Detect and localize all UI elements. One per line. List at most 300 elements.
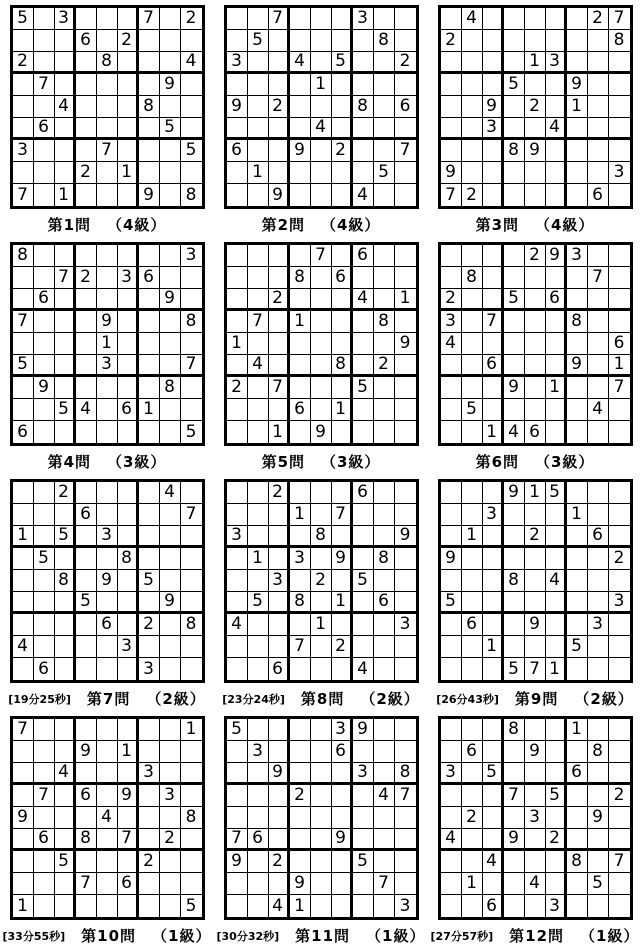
sudoku-cell: 6 bbox=[34, 289, 55, 311]
sudoku-cell bbox=[139, 140, 160, 162]
sudoku-cell bbox=[567, 30, 588, 52]
sudoku-cell: 6 bbox=[248, 829, 269, 851]
sudoku-cell bbox=[248, 245, 269, 267]
sudoku-cell bbox=[160, 267, 181, 289]
sudoku-cell bbox=[353, 74, 374, 96]
sudoku-cell bbox=[395, 658, 416, 680]
sudoku-cell bbox=[34, 333, 55, 355]
sudoku-cell bbox=[290, 421, 311, 443]
sudoku-cell bbox=[139, 785, 160, 807]
sudoku-cell bbox=[13, 763, 34, 785]
sudoku-cell bbox=[97, 118, 118, 140]
sudoku-cell bbox=[248, 184, 269, 206]
sudoku-cell bbox=[609, 829, 630, 851]
puzzle-title: 第8問 bbox=[300, 690, 345, 708]
sudoku-cell: 2 bbox=[76, 267, 97, 289]
sudoku-puzzle bbox=[428, 474, 642, 711]
sudoku-cell bbox=[332, 30, 353, 52]
sudoku-cell: 5 bbox=[441, 592, 462, 614]
sudoku-cell bbox=[97, 895, 118, 917]
sudoku-cell bbox=[118, 526, 139, 548]
sudoku-cell: 2 bbox=[546, 829, 567, 851]
sudoku-cell bbox=[588, 52, 609, 74]
sudoku-cell: 8 bbox=[55, 570, 76, 592]
sudoku-cell bbox=[441, 504, 462, 526]
sudoku-cell bbox=[269, 636, 290, 658]
sudoku-cell bbox=[525, 851, 546, 873]
sudoku-cell bbox=[374, 8, 395, 30]
sudoku-cell bbox=[462, 719, 483, 741]
sudoku-cell bbox=[55, 807, 76, 829]
sudoku-cell: 3 bbox=[118, 267, 139, 289]
sudoku-cell bbox=[139, 355, 160, 377]
sudoku-cell: 4 bbox=[248, 355, 269, 377]
sudoku-cell bbox=[160, 162, 181, 184]
sudoku-cell: 9 bbox=[525, 741, 546, 763]
sudoku-cell: 8 bbox=[13, 245, 34, 267]
sudoku-cell: 3 bbox=[609, 592, 630, 614]
sudoku-cell bbox=[483, 399, 504, 421]
sudoku-cell bbox=[34, 741, 55, 763]
sudoku-cell bbox=[567, 785, 588, 807]
sudoku-cell bbox=[441, 614, 462, 636]
sudoku-cell: 1 bbox=[97, 333, 118, 355]
sudoku-cell: 6 bbox=[269, 658, 290, 680]
sudoku-cell bbox=[248, 526, 269, 548]
sudoku-cell: 7 bbox=[181, 355, 202, 377]
sudoku-cell bbox=[248, 8, 269, 30]
sudoku-cell bbox=[441, 74, 462, 96]
sudoku-cell bbox=[462, 30, 483, 52]
sudoku-cell bbox=[395, 118, 416, 140]
sudoku-cell bbox=[588, 96, 609, 118]
solve-time: [27分57秒] bbox=[430, 929, 494, 943]
sudoku-cell: 3 bbox=[227, 526, 248, 548]
sudoku-cell: 2 bbox=[269, 482, 290, 504]
sudoku-cell bbox=[546, 8, 567, 30]
sudoku-cell bbox=[525, 763, 546, 785]
sudoku-cell bbox=[483, 377, 504, 399]
sudoku-cell bbox=[311, 140, 332, 162]
sudoku-cell bbox=[269, 592, 290, 614]
sudoku-cell bbox=[567, 482, 588, 504]
sudoku-cell: 8 bbox=[290, 267, 311, 289]
sudoku-cell bbox=[118, 96, 139, 118]
sudoku-cell bbox=[567, 548, 588, 570]
sudoku-cell: 8 bbox=[567, 311, 588, 333]
sudoku-cell: 9 bbox=[139, 184, 160, 206]
sudoku-cell: 9 bbox=[504, 829, 525, 851]
sudoku-cell bbox=[248, 74, 269, 96]
sudoku-cell bbox=[13, 592, 34, 614]
sudoku-cell bbox=[160, 548, 181, 570]
sudoku-cell bbox=[290, 30, 311, 52]
sudoku-cell bbox=[55, 30, 76, 52]
sudoku-cell: 1 bbox=[546, 658, 567, 680]
sudoku-cell: 9 bbox=[332, 548, 353, 570]
sudoku-cell: 9 bbox=[227, 96, 248, 118]
sudoku-cell: 9 bbox=[34, 377, 55, 399]
puzzle-level: （3級） bbox=[321, 453, 381, 471]
sudoku-cell bbox=[97, 829, 118, 851]
sudoku-cell: 1 bbox=[462, 526, 483, 548]
puzzle-level: （2級） bbox=[360, 690, 420, 708]
sudoku-cell bbox=[290, 526, 311, 548]
sudoku-cell bbox=[588, 592, 609, 614]
sudoku-cell bbox=[227, 895, 248, 917]
puzzle-title: 第9問 bbox=[514, 690, 559, 708]
sudoku-cell bbox=[97, 658, 118, 680]
sudoku-cell: 1 bbox=[567, 504, 588, 526]
sudoku-grid bbox=[438, 5, 633, 209]
puzzle-level: （3級） bbox=[535, 453, 595, 471]
sudoku-cell: 3 bbox=[567, 245, 588, 267]
sudoku-cell bbox=[290, 658, 311, 680]
sudoku-cell bbox=[227, 289, 248, 311]
sudoku-cell: 7 bbox=[332, 504, 353, 526]
sudoku-cell: 3 bbox=[227, 52, 248, 74]
sudoku-cell bbox=[525, 829, 546, 851]
sudoku-cell bbox=[609, 267, 630, 289]
sudoku-cell bbox=[588, 162, 609, 184]
sudoku-cell bbox=[462, 636, 483, 658]
sudoku-cell: 2 bbox=[609, 785, 630, 807]
sudoku-cell bbox=[181, 74, 202, 96]
sudoku-cell bbox=[248, 785, 269, 807]
sudoku-cell: 1 bbox=[311, 614, 332, 636]
sudoku-cell: 1 bbox=[609, 355, 630, 377]
sudoku-cell: 2 bbox=[139, 851, 160, 873]
sudoku-cell bbox=[332, 96, 353, 118]
sudoku-cell bbox=[609, 184, 630, 206]
sudoku-cell bbox=[118, 807, 139, 829]
sudoku-cell bbox=[525, 289, 546, 311]
sudoku-cell: 6 bbox=[483, 895, 504, 917]
sudoku-cell bbox=[269, 719, 290, 741]
sudoku-cell bbox=[227, 807, 248, 829]
sudoku-cell bbox=[567, 289, 588, 311]
sudoku-cell bbox=[13, 658, 34, 680]
sudoku-cell: 5 bbox=[185, 421, 197, 442]
sudoku-cell: 9 bbox=[441, 548, 462, 570]
sudoku-cell bbox=[609, 482, 630, 504]
sudoku-grid bbox=[224, 479, 419, 683]
sudoku-cell bbox=[609, 421, 630, 443]
sudoku-cell: 1 bbox=[290, 895, 311, 917]
sudoku-cell bbox=[97, 96, 118, 118]
sudoku-cell bbox=[504, 52, 525, 74]
sudoku-cell bbox=[160, 8, 181, 30]
sudoku-cell bbox=[588, 482, 609, 504]
sudoku-cell bbox=[269, 504, 290, 526]
sudoku-cell bbox=[588, 570, 609, 592]
sudoku-cell bbox=[567, 118, 588, 140]
sudoku-cell: 4 bbox=[374, 785, 395, 807]
sudoku-cell bbox=[34, 162, 55, 184]
sudoku-cell: 7 bbox=[588, 267, 609, 289]
sudoku-cell bbox=[588, 74, 609, 96]
sudoku-cell bbox=[374, 52, 395, 74]
sudoku-cell bbox=[248, 570, 269, 592]
sudoku-cell: 2 bbox=[525, 526, 546, 548]
sudoku-cell bbox=[332, 570, 353, 592]
sudoku-cell: 4 bbox=[483, 851, 504, 873]
sudoku-cell bbox=[97, 785, 118, 807]
sudoku-puzzle bbox=[0, 711, 214, 948]
sudoku-cell: 7 bbox=[248, 311, 269, 333]
sudoku-cell bbox=[546, 741, 567, 763]
sudoku-cell bbox=[97, 504, 118, 526]
sudoku-cell bbox=[525, 636, 546, 658]
sudoku-cell: 2 bbox=[160, 829, 181, 851]
sudoku-cell bbox=[353, 333, 374, 355]
sudoku-cell: 4 bbox=[546, 570, 567, 592]
sudoku-cell bbox=[353, 140, 374, 162]
sudoku-cell bbox=[332, 895, 353, 917]
sudoku-cell bbox=[332, 162, 353, 184]
sudoku-cell bbox=[97, 8, 118, 30]
sudoku-cell: 8 bbox=[181, 614, 202, 636]
sudoku-cell bbox=[504, 8, 525, 30]
sudoku-cell bbox=[118, 895, 139, 917]
sudoku-cell bbox=[462, 96, 483, 118]
sudoku-cell bbox=[353, 741, 374, 763]
solve-time: [23分24秒] bbox=[222, 692, 285, 706]
sudoku-cell bbox=[567, 526, 588, 548]
sudoku-cell bbox=[462, 118, 483, 140]
sudoku-cell bbox=[248, 636, 269, 658]
sudoku-cell bbox=[567, 52, 588, 74]
sudoku-cell bbox=[353, 52, 374, 74]
sudoku-cell bbox=[441, 8, 462, 30]
sudoku-cell bbox=[441, 267, 462, 289]
sudoku-cell: 3 bbox=[609, 162, 630, 184]
sudoku-cell bbox=[504, 636, 525, 658]
sudoku-cell: 4 bbox=[160, 482, 181, 504]
sudoku-cell: 1 bbox=[395, 289, 416, 311]
sudoku-cell: 2 bbox=[311, 570, 332, 592]
sudoku-cell bbox=[290, 8, 311, 30]
sudoku-cell bbox=[181, 570, 202, 592]
sudoku-cell: 9 bbox=[525, 140, 546, 162]
sudoku-cell bbox=[118, 140, 139, 162]
sudoku-cell: 8 bbox=[504, 719, 525, 741]
sudoku-cell: 7 bbox=[13, 311, 34, 333]
sudoku-cell bbox=[181, 399, 202, 421]
sudoku-cell bbox=[269, 548, 290, 570]
sudoku-cell bbox=[290, 289, 311, 311]
sudoku-cell: 5 bbox=[462, 399, 483, 421]
sudoku-cell bbox=[353, 873, 374, 895]
sudoku-cell bbox=[34, 592, 55, 614]
sudoku-cell bbox=[55, 355, 76, 377]
sudoku-cell bbox=[55, 245, 76, 267]
sudoku-cell: 6 bbox=[462, 741, 483, 763]
sudoku-cell bbox=[504, 526, 525, 548]
sudoku-cell bbox=[55, 873, 76, 895]
sudoku-cell: 4 bbox=[55, 763, 76, 785]
sudoku-cell bbox=[462, 570, 483, 592]
sudoku-cell bbox=[504, 851, 525, 873]
sudoku-cell bbox=[525, 570, 546, 592]
sudoku-cell bbox=[395, 184, 416, 206]
sudoku-cell: 7 bbox=[525, 658, 546, 680]
sudoku-cell bbox=[504, 741, 525, 763]
sudoku-cell bbox=[55, 421, 76, 443]
sudoku-cell bbox=[483, 614, 504, 636]
puzzle-caption bbox=[0, 451, 214, 472]
sudoku-cell bbox=[13, 829, 34, 851]
sudoku-cell: 2 bbox=[227, 377, 248, 399]
sudoku-cell: 9 bbox=[160, 289, 181, 311]
sudoku-cell: 8 bbox=[332, 355, 353, 377]
sudoku-cell: 7 bbox=[395, 140, 416, 162]
sudoku-cell: 5 bbox=[353, 851, 374, 873]
sudoku-cell: 1 bbox=[525, 52, 546, 74]
sudoku-cell bbox=[395, 482, 416, 504]
sudoku-cell bbox=[290, 851, 311, 873]
sudoku-cell bbox=[13, 504, 34, 526]
sudoku-cell: 7 bbox=[181, 504, 202, 526]
sudoku-cell bbox=[160, 421, 181, 443]
puzzle-caption bbox=[0, 925, 214, 946]
sudoku-cell bbox=[160, 355, 181, 377]
sudoku-cell: 2 bbox=[441, 289, 462, 311]
sudoku-cell bbox=[248, 421, 269, 443]
sudoku-cell bbox=[525, 333, 546, 355]
sudoku-cell bbox=[609, 289, 630, 311]
sudoku-cell bbox=[118, 245, 139, 267]
sudoku-cell bbox=[609, 526, 630, 548]
sudoku-cell bbox=[290, 184, 311, 206]
sudoku-cell: 1 bbox=[290, 504, 311, 526]
sudoku-cell bbox=[332, 851, 353, 873]
sudoku-cell bbox=[504, 763, 525, 785]
sudoku-cell: 7 bbox=[227, 829, 248, 851]
sudoku-cell bbox=[55, 504, 76, 526]
sudoku-cell bbox=[248, 719, 269, 741]
sudoku-cell bbox=[118, 719, 139, 741]
sudoku-cell: 7 bbox=[441, 184, 462, 206]
sudoku-cell bbox=[181, 741, 202, 763]
sudoku-cell bbox=[332, 873, 353, 895]
sudoku-cell bbox=[227, 184, 248, 206]
sudoku-cell bbox=[483, 140, 504, 162]
sudoku-cell bbox=[588, 829, 609, 851]
sudoku-cell: 2 bbox=[269, 851, 290, 873]
sudoku-cell bbox=[504, 355, 525, 377]
sudoku-cell bbox=[609, 873, 630, 895]
sudoku-cell: 8 bbox=[160, 377, 181, 399]
sudoku-cell bbox=[525, 785, 546, 807]
sudoku-cell bbox=[374, 74, 395, 96]
sudoku-cell bbox=[462, 74, 483, 96]
sudoku-cell bbox=[395, 504, 416, 526]
puzzle-level: （1級） bbox=[366, 927, 426, 945]
sudoku-cell: 5 bbox=[13, 8, 34, 30]
sudoku-cell: 2 bbox=[55, 482, 76, 504]
sudoku-cell bbox=[139, 118, 160, 140]
sudoku-puzzle bbox=[428, 711, 642, 948]
sudoku-cell: 9 bbox=[118, 785, 139, 807]
sudoku-cell: 6 bbox=[118, 873, 139, 895]
sudoku-cell bbox=[181, 873, 202, 895]
sudoku-cell: 2 bbox=[181, 8, 202, 30]
sudoku-cell bbox=[269, 162, 290, 184]
sudoku-cell bbox=[588, 504, 609, 526]
sudoku-cell bbox=[353, 785, 374, 807]
sudoku-cell bbox=[13, 289, 34, 311]
sudoku-cell bbox=[290, 118, 311, 140]
sudoku-cell bbox=[248, 52, 269, 74]
sudoku-cell bbox=[227, 118, 248, 140]
sudoku-cell bbox=[118, 118, 139, 140]
sudoku-cell bbox=[290, 829, 311, 851]
sudoku-cell bbox=[139, 807, 160, 829]
sudoku-cell bbox=[504, 184, 525, 206]
sudoku-cell bbox=[483, 570, 504, 592]
sudoku-cell bbox=[13, 267, 34, 289]
sudoku-cell bbox=[374, 895, 395, 917]
sudoku-cell bbox=[311, 52, 332, 74]
sudoku-cell bbox=[227, 162, 248, 184]
sudoku-cell: 8 bbox=[97, 52, 118, 74]
sudoku-cell bbox=[353, 355, 374, 377]
sudoku-cell bbox=[567, 377, 588, 399]
sudoku-cell bbox=[13, 30, 34, 52]
sudoku-cell bbox=[269, 30, 290, 52]
sudoku-cell: 6 bbox=[462, 614, 483, 636]
sudoku-cell bbox=[353, 421, 374, 443]
sudoku-cell: 1 bbox=[118, 741, 139, 763]
sudoku-cell bbox=[13, 96, 34, 118]
sudoku-cell: 5 bbox=[185, 895, 197, 916]
sudoku-cell bbox=[609, 399, 630, 421]
sudoku-cell: 1 bbox=[290, 311, 311, 333]
sudoku-cell bbox=[374, 333, 395, 355]
sudoku-cell bbox=[588, 785, 609, 807]
sudoku-cell bbox=[462, 785, 483, 807]
sudoku-cell bbox=[269, 741, 290, 763]
sudoku-cell: 8 bbox=[118, 548, 139, 570]
sudoku-cell: 3 bbox=[160, 785, 181, 807]
sudoku-cell bbox=[181, 636, 202, 658]
sudoku-cell bbox=[462, 592, 483, 614]
sudoku-cell bbox=[160, 96, 181, 118]
sudoku-cell: 4 bbox=[269, 895, 290, 917]
sudoku-cell bbox=[118, 355, 139, 377]
sudoku-cell bbox=[374, 421, 395, 443]
sudoku-cell bbox=[483, 30, 504, 52]
sudoku-cell bbox=[395, 873, 416, 895]
puzzle-caption bbox=[214, 688, 428, 709]
sudoku-cell: 7 bbox=[609, 377, 630, 399]
sudoku-cell: 2 bbox=[139, 614, 160, 636]
sudoku-cell: 9 bbox=[13, 807, 34, 829]
sudoku-cell bbox=[227, 30, 248, 52]
sudoku-cell bbox=[483, 741, 504, 763]
sudoku-cell bbox=[395, 245, 416, 267]
sudoku-cell bbox=[332, 289, 353, 311]
sudoku-cell: 9 bbox=[290, 873, 311, 895]
sudoku-cell bbox=[139, 377, 160, 399]
sudoku-cell bbox=[139, 526, 160, 548]
sudoku-cell bbox=[311, 162, 332, 184]
sudoku-cell: 1 bbox=[13, 895, 34, 917]
sudoku-cell bbox=[34, 763, 55, 785]
sudoku-cell bbox=[227, 741, 248, 763]
sudoku-cell bbox=[97, 245, 118, 267]
